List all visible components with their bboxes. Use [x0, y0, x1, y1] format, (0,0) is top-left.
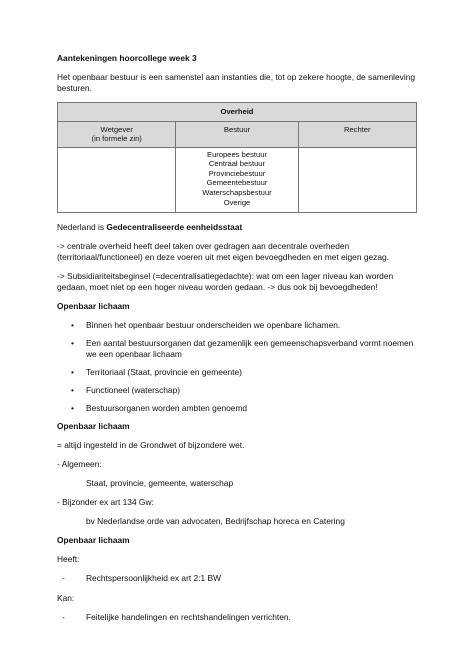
column-label: Bestuur [223, 124, 251, 134]
cell-bestuur [176, 147, 298, 212]
column-label: Wetgever [100, 124, 133, 134]
kan-label: Kan: [57, 592, 75, 603]
column-wetgever [58, 121, 176, 147]
list-item-text: Functioneel (waterschap) [86, 384, 181, 395]
list-item-text: Bestuursorganen worden ambten genoemd [86, 402, 248, 413]
dash-icon: - [62, 611, 65, 622]
section2-line: = altijd ingesteld in de Grondwet of bijzondere wet. [57, 439, 245, 450]
heeft-label: Heeft: [57, 553, 80, 564]
list-item-text: Een aantal bestuursorganen dat gezamenlijk een gemeenschapsverband vormt noemen we een openbaar lichaam [86, 337, 414, 359]
section3-heading: Openbaar lichaam [57, 534, 130, 545]
section2-line: - Algemeen: [57, 458, 102, 469]
bullet-icon: • [71, 366, 74, 377]
list-item [57, 320, 419, 331]
table-header: Overheid [58, 103, 417, 122]
document-title: Aantekeningen hoorcollege week 3 [57, 53, 197, 63]
section1-bullet-list [57, 320, 419, 414]
list-item [57, 338, 419, 360]
dash-icon: - [62, 572, 65, 583]
list-item [57, 385, 419, 396]
bestuur-item: Provinciebestuur [208, 168, 266, 178]
section2-indented-line: bv Nederlandse orde van advocaten, Bedrijfschap horeca en Catering [86, 515, 345, 526]
bullet-icon: • [71, 402, 74, 413]
bullet-icon: • [71, 337, 74, 348]
overheid-table [57, 102, 417, 213]
nederland-paragraph [57, 222, 419, 233]
section2-heading: Openbaar lichaam [57, 420, 130, 431]
list-item-text: Binnen het openbaar bestuur onderscheiden we openbare lichamen. [86, 319, 341, 330]
bestuur-item: Europees bestuur [207, 149, 267, 159]
list-item [57, 573, 419, 584]
column-bestuur [176, 121, 298, 147]
nederland-bold: Gedecentraliseerde eenheidsstaat [106, 221, 243, 232]
bestuur-item: Gemeentebestuur [206, 178, 268, 188]
list-item-text: Rechtspersoonlijkheid ex art 2:1 BW [86, 572, 221, 583]
list-item [57, 367, 419, 378]
column-label: Rechter [343, 124, 371, 134]
cell-rechter [298, 147, 416, 212]
bestuur-item: Waterschapsbestuur [202, 187, 272, 197]
list-item-text: Feitelijke handelingen en rechtshandelingen verrichten. [86, 611, 291, 622]
bullet-icon: • [71, 384, 74, 395]
section2-indented-line: Staat, provincie, gemeente, waterschap [86, 477, 234, 488]
intro-paragraph: Het openbaar bestuur is een samenstel aan instanties die, tot op zekere hoogte, de samenleving besturen. [57, 72, 416, 93]
section1-heading: Openbaar lichaam [57, 300, 130, 311]
bestuur-item: Overige [223, 197, 251, 207]
bestuur-item: Centraal bestuur [208, 159, 266, 169]
cell-wetgever [58, 147, 176, 212]
document-content [57, 53, 419, 632]
section2-line: - Bijzonder ex art 134 Gw: [57, 496, 154, 507]
list-item-text: Territoriaal (Staat, provincie en gemeente) [86, 366, 242, 377]
column-rechter [298, 121, 416, 147]
list-item [57, 403, 419, 414]
nederland-prefix: Nederland is [57, 221, 107, 232]
bullet-icon: • [71, 319, 74, 330]
arrow-paragraph-2: -> Subsidiariteitsbeginsel (=decentralisatiegedachte): wat om een lager niveau kan worden gedaan, moet niet op een hoger niveau worden gedaan. -> dus ook bij bevoegdheden! [57, 270, 394, 292]
list-item [57, 612, 419, 623]
arrow-paragraph-1: -> centrale overheid heeft deel taken over gedragen aan decentrale overheden (territoriaal/functioneel) en deze voeren uit met eigen bevoegdheden en met eigen gezag. [57, 240, 389, 262]
column-sublabel: (in formele zin) [91, 134, 142, 144]
